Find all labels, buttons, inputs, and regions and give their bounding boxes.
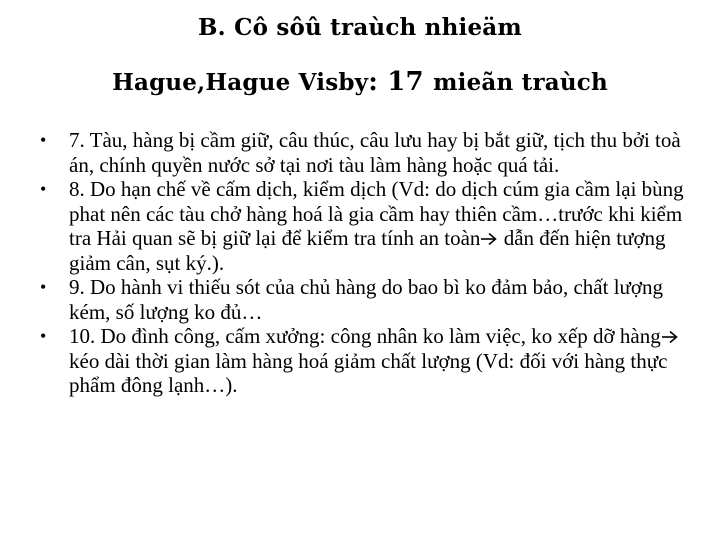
bullet-icon: • xyxy=(40,130,47,150)
slide-title xyxy=(0,14,720,41)
bullet-text-continued: dẫn đến hiện tượng giảm cân, sụt ký.). xyxy=(69,226,666,275)
arrow-right-icon xyxy=(480,232,498,246)
bullet-text: 8. Do hạn chế về cấm dịch, kiểm dịch (Vd: do dịch cúm gia cầm lại bùng phat nên các tàu chở hàng hoá là gia cầm hay thiên cầm…trước khi kiểm tra Hải quan sẽ bị giữ lại để kiểm tra tính an toàn xyxy=(69,177,684,250)
subtitle-part-2: : 17 xyxy=(368,67,434,97)
list-item xyxy=(40,275,690,324)
slide-subtitle xyxy=(0,67,720,97)
bullet-list xyxy=(40,128,690,398)
subtitle-part-3: mieãn traùch xyxy=(433,69,608,96)
bullet-text: 10. Do đình công, cấm xưởng: công nhân ko làm việc, ko xếp dỡ hàng xyxy=(69,324,661,348)
subtitle-part-1: Hague,Hague Visby xyxy=(112,69,369,96)
list-item xyxy=(40,324,690,398)
arrow-right-icon xyxy=(661,330,679,344)
bullet-text-continued: kéo dài thời gian làm hàng hoá giảm chất lượng (Vd: đối với hàng thực phẩm đông lạnh…). xyxy=(69,348,668,397)
bullet-text: 9. Do hành vi thiếu sót của chủ hàng do bao bì ko đảm bảo, chất lượng kém, số lượng ko đủ… xyxy=(69,275,664,324)
bullet-icon: • xyxy=(40,326,47,346)
bullet-icon: • xyxy=(40,277,47,297)
title-line-1: B. Cô sôû traùch nhieäm xyxy=(198,14,522,41)
bullet-text: 7. Tàu, hàng bị cầm giữ, câu thúc, câu lưu hay bị bắt giữ, tịch thu bởi toà án, chính quyền nước sở tại nơi tàu làm hàng hoặc quá tải. xyxy=(69,128,681,177)
list-item xyxy=(40,128,690,177)
list-item xyxy=(40,177,690,275)
bullet-icon: • xyxy=(40,179,47,199)
